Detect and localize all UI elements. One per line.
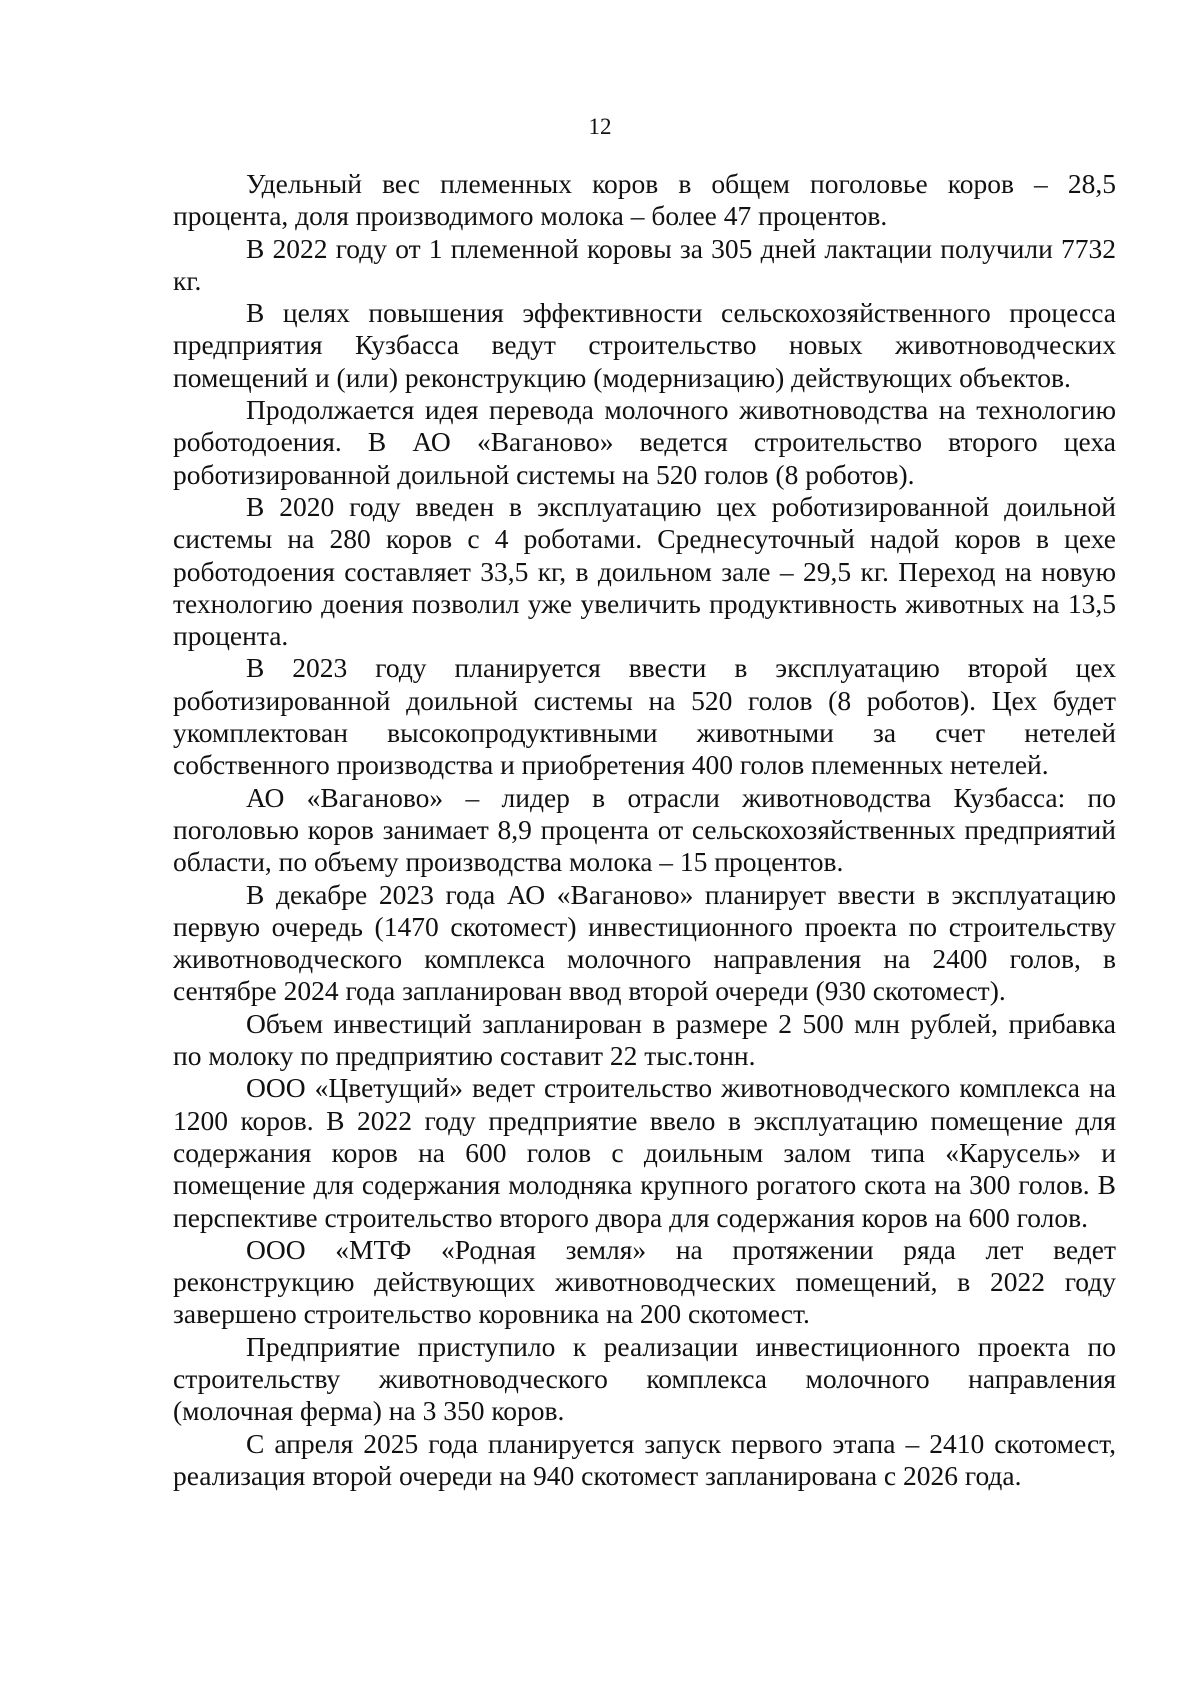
paragraph-robotic-workshop-2020: В 2020 году введен в эксплуатацию цех роботизированной доильной системы на 280 коров с 4 роботами. Среднесуточный надой коров в цехе роботодоения составляет 33,5 кг, в доильном зале – 29,5 кг. Переход на новую технологию доения позволил уже увеличить продуктивность животных на 13,5 процента.	[173, 490, 1116, 652]
paragraph-breeding-cows-share: Удельный вес племенных коров в общем поголовье коров – 28,5 процента, доля производимого молока – более 47 процентов.	[173, 168, 1116, 232]
paragraph-dairy-farm-project: Предприятие приступило к реализации инвестиционного проекта по строительству животноводческого комплекса молочного направления (молочная ферма) на 3 350 коров.	[173, 1330, 1116, 1427]
paragraph-tsvetushchiy-complex: ООО «Цветущий» ведет строительство животноводческого комплекса на 1200 коров. В 2022 году предприятие ввело в эксплуатацию помещение для содержания коров на 600 голов с доильным залом типа «Карусель» и помещение для содержания молодняка крупного рогатого скота на 300 голов. В перспективе строительство второго двора для содержания коров на 600 голов.	[173, 1072, 1116, 1233]
paragraph-rodnaya-zemlya-reconstruction: ООО «МТФ «Родная земля» на протяжении ряда лет ведет реконструкцию действующих животноводческих помещений, в 2022 году завершено строительство коровника на 200 скотомест.	[173, 1233, 1116, 1330]
paragraph-vaganovo-leader: АО «Ваганово» – лидер в отрасли животноводства Кузбасса: по поголовью коров занимает 8,9 процента от сельскохозяйственных предприятий области, по объему производства молока – 15 процентов.	[173, 781, 1116, 878]
paragraph-launch-2025: С апреля 2025 года планируется запуск первого этапа – 2410 скотомест, реализация второй очереди на 940 скотомест запланирована с 2026 года.	[173, 1427, 1116, 1491]
paragraph-efficiency-construction: В целях повышения эффективности сельскохозяйственного процесса предприятия Кузбасса ведут строительство новых животноводческих помещений и (или) реконструкцию (модернизацию) действующих объектов.	[173, 297, 1116, 393]
paragraph-investment-project-vaganovo: В декабре 2023 года АО «Ваганово» планирует ввести в эксплуатацию первую очередь (1470 скотомест) инвестиционного проекта по строительству животноводческого комплекса молочного направления на 2400 голов, в сентябре 2024 года запланирован ввод второй очереди (930 скотомест).	[173, 878, 1116, 1007]
page-number: 12	[588, 114, 612, 139]
paragraph-second-workshop-2023: В 2023 году планируется ввести в эксплуатацию второй цех роботизированной доильной системы на 520 голов (8 роботов). Цех будет укомплектован высокопродуктивными животными за счет нетелей собственного производства и приобретения 400 голов племенных нетелей.	[173, 652, 1116, 781]
paragraph-investment-volume: Объем инвестиций запланирован в размере 2 500 млн рублей, прибавка по молоку по предприятию составит 22 тыс.тонн.	[173, 1007, 1116, 1072]
paragraph-robotic-milking-idea: Продолжается идея перевода молочного животноводства на технологию роботодоения. В АО «Ваганово» ведется строительство второго цеха роботизированной доильной системы на 520 голов (8 роботов).	[173, 394, 1116, 490]
paragraph-milk-yield-2022: В 2022 году от 1 племенной коровы за 305 дней лактации получили 7732 кг.	[173, 232, 1116, 296]
document-body	[173, 168, 1116, 1492]
